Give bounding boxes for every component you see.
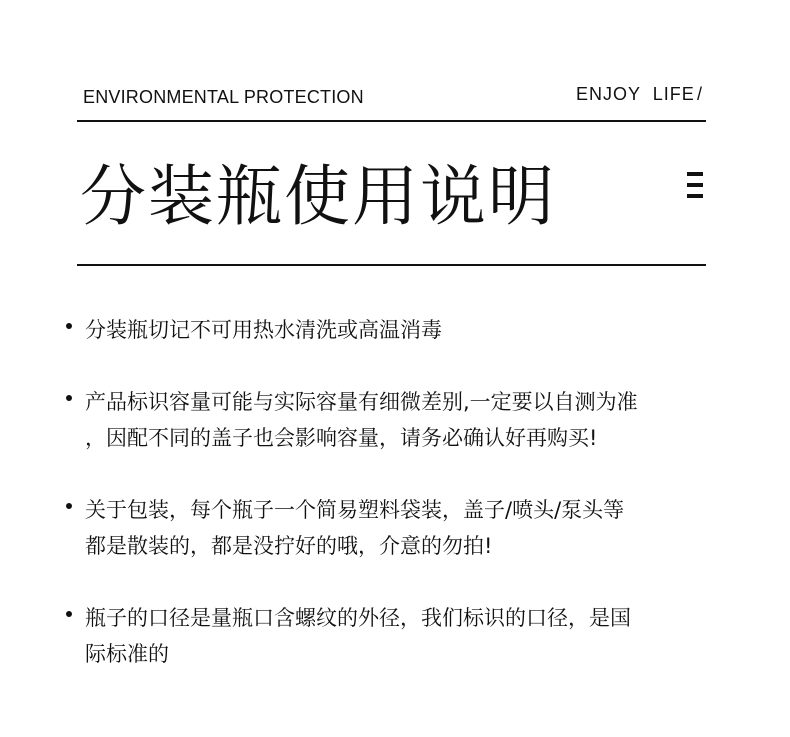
environmental-protection-label: ENVIRONMENTAL PROTECTION <box>83 87 364 107</box>
bullet-icon <box>66 611 72 617</box>
list-item-text: 产品标识容量可能与实际容量有细微差别,一定要以自测为准 ，因配不同的盖子也会影响容量，请务必确认好再购买! <box>85 390 638 450</box>
bullet-icon <box>66 323 72 329</box>
page-title: 分装瓶使用说明 <box>80 158 556 235</box>
menu-icon-bar <box>687 183 703 187</box>
menu-icon-bar <box>687 194 703 198</box>
top-divider <box>77 120 706 122</box>
list-item-text: 分装瓶切记不可用热水清洗或高温消毒 <box>85 318 442 342</box>
enjoy-life-label: ENJOY LIFE <box>576 84 695 104</box>
bullet-icon <box>66 503 72 509</box>
list-item-text: 关于包装，每个瓶子一个简易塑料袋装，盖子/喷头/泵头等 都是散装的，都是没拧好的哦，介意的勿拍! <box>85 498 625 558</box>
list-item-text: 瓶子的口径是量瓶口含螺纹的外径，我们标识的口径，是国 际标准的 <box>85 606 631 666</box>
menu-icon-bar <box>687 172 703 176</box>
menu-icon <box>687 172 703 198</box>
bullet-icon <box>66 395 72 401</box>
title-divider <box>77 264 706 266</box>
header-slash: / <box>697 84 703 104</box>
